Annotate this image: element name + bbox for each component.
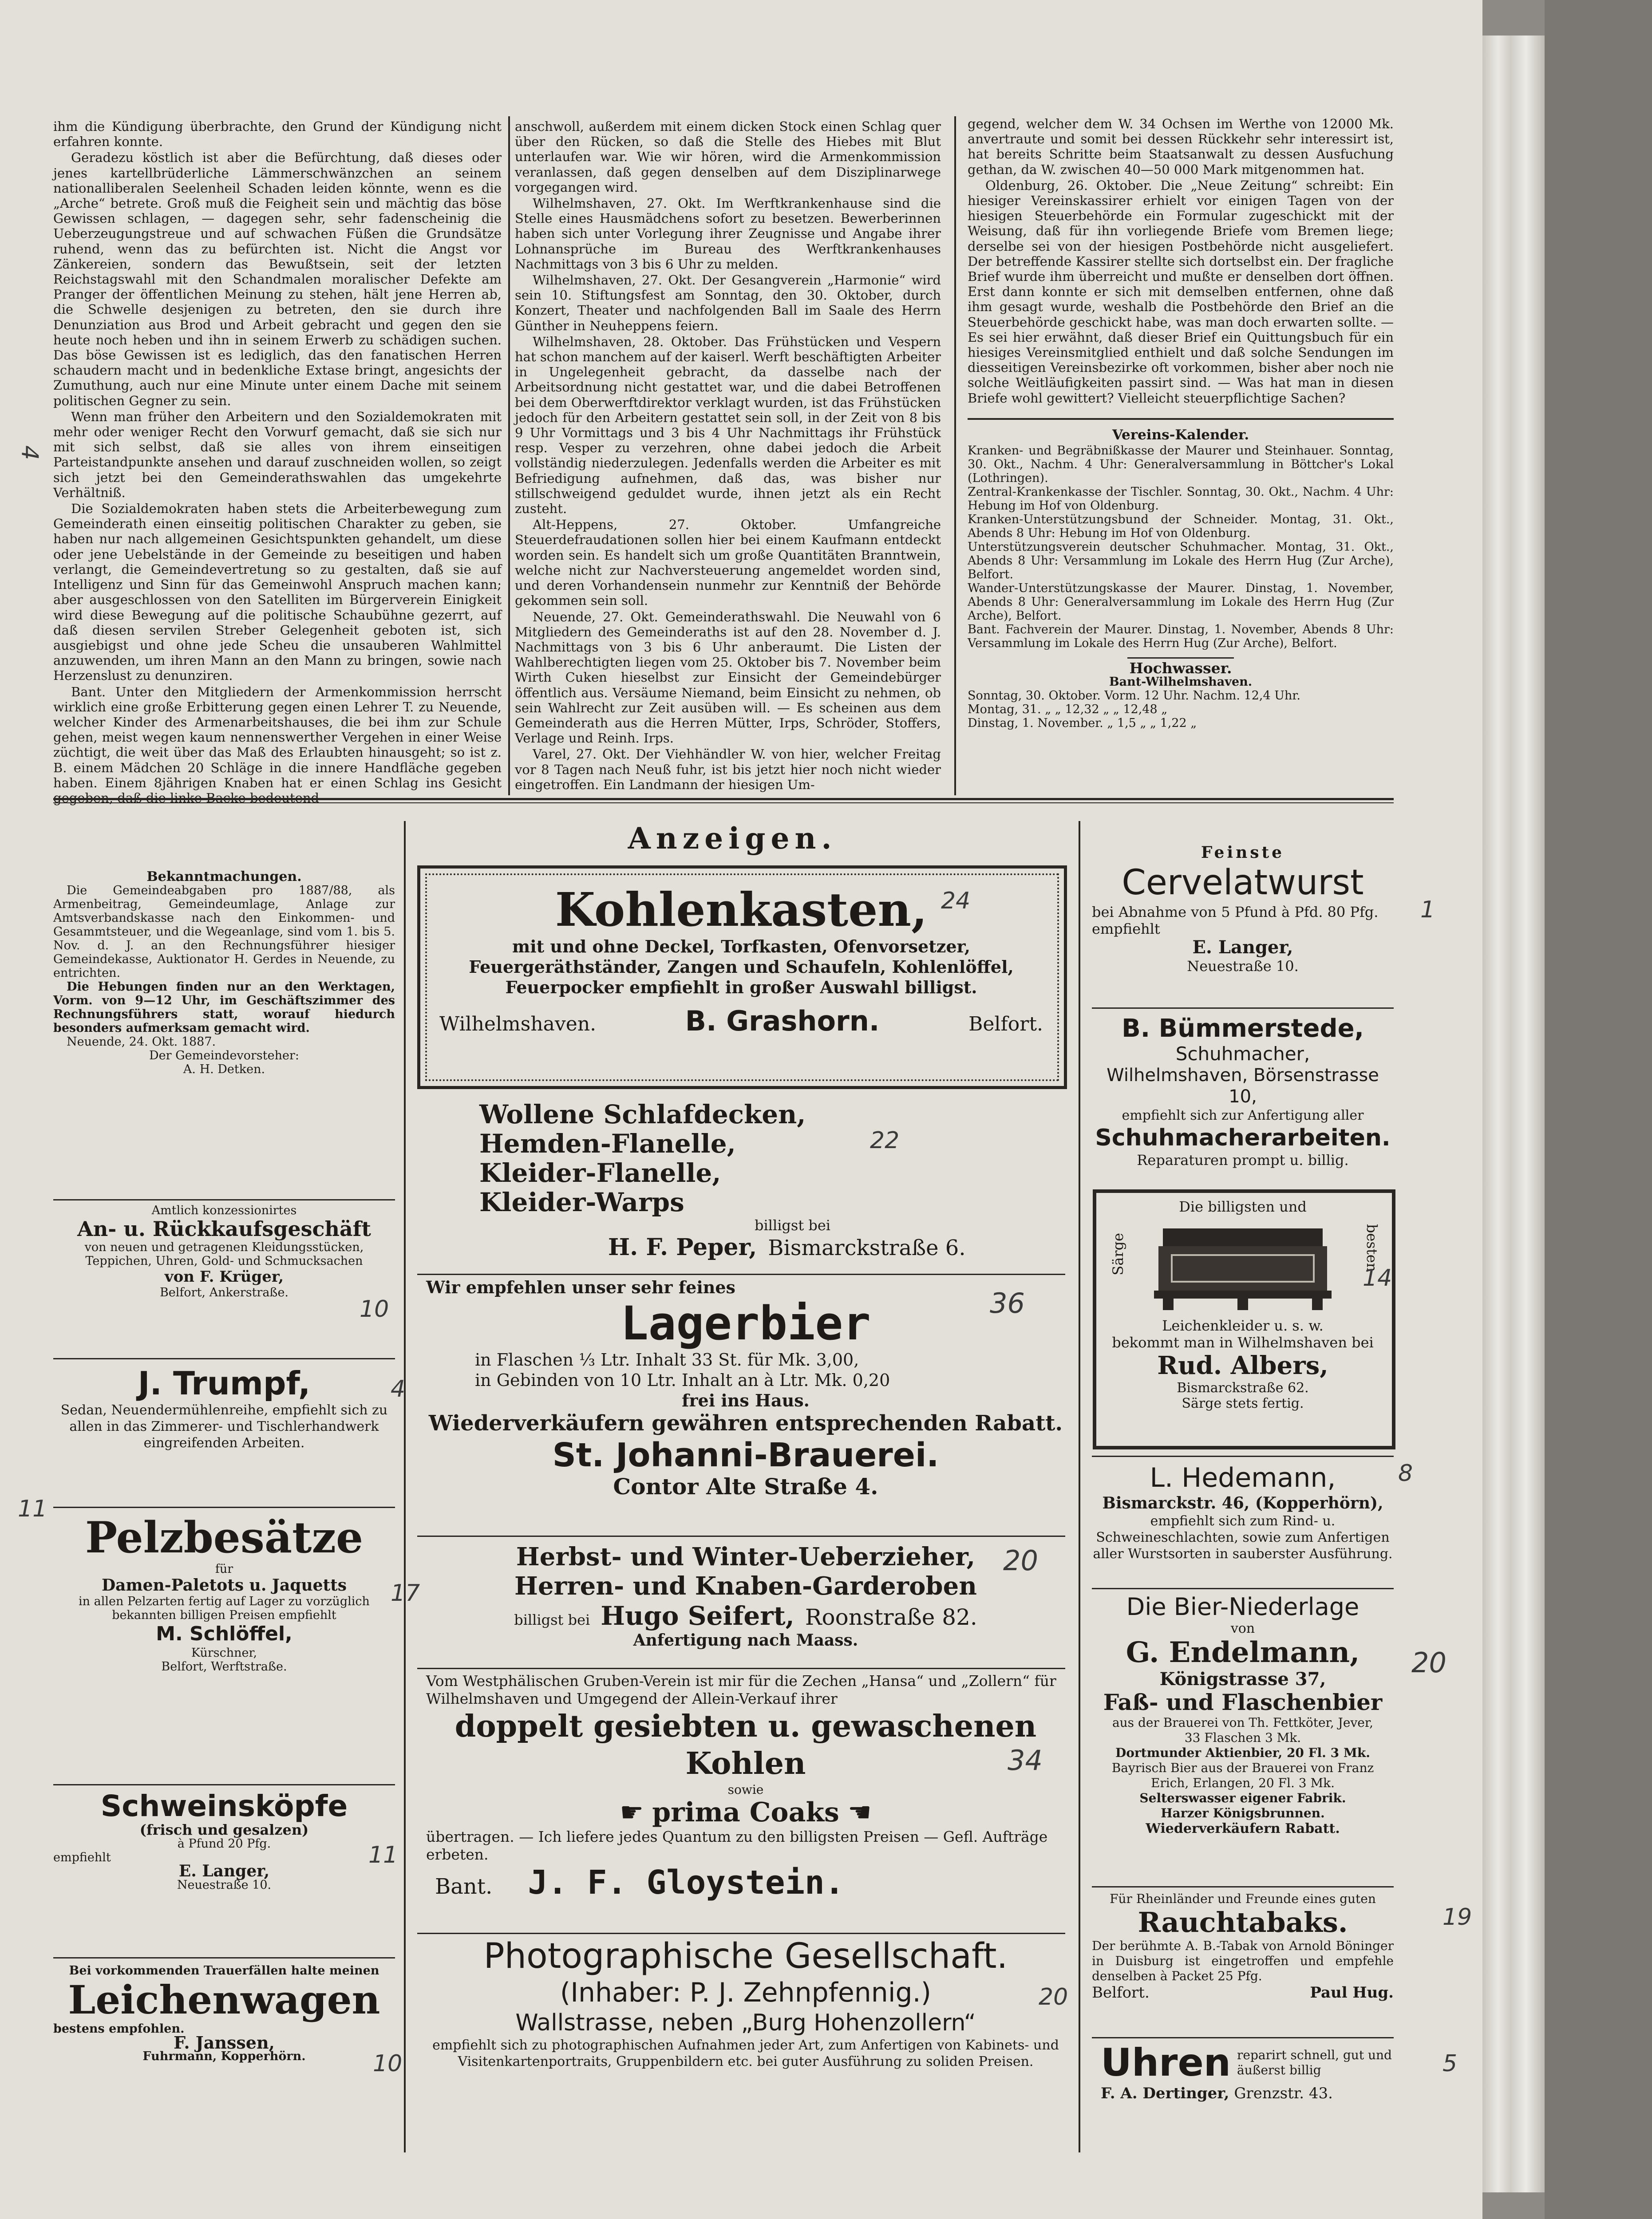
ad-text: Der berühmte A. B.-Tabak von Arnold Böninger in Duisburg ist eingetroffen und empfehle denselben à Packet 25 Pfg. (1092, 1939, 1394, 1983)
ad-title: Bekanntmachungen. (146, 869, 302, 884)
ad-place: Bant. (435, 1874, 493, 1899)
ad-title: Schuhmacherarbeiten. (1095, 1125, 1391, 1151)
ad-name: von F. Krüger, (164, 1268, 284, 1286)
kalender-entry: Unterstützungsverein deutscher Schuhmacher. Montag, 31. Okt., Abends 8 Uhr: Versammlung im Lokale des Herrn Hug (Zur Arche), Belfort. (968, 540, 1394, 581)
ad-separator (53, 1507, 395, 1508)
ad-text: von (1230, 1621, 1255, 1636)
ad-separator (53, 1199, 395, 1200)
article-paragraph: Wenn man früher den Arbeitern und den Sozialdemokraten mit mehr oder weniger Recht den Vorwurf gemacht, daß sie sich nur mit sich selbst, daß sie alles von ihrem einseitigen Parteistandpunkte ansehen und darauf zuschneiden wollen, so zeigt sich jetzt bei den Gemeinderathswahlen das umgekehrte Verhältniß. (53, 409, 502, 500)
ad-header-row (1101, 2041, 1394, 2084)
ad-line: Herbst- und Winter-Ueberzieher, (516, 1542, 976, 1571)
ad-text: billigst bei (514, 1611, 590, 1628)
article-paragraph: Varel, 27. Okt. Der Viehhändler W. von hier, welcher Freitag vor 8 Tagen nach Neuß fuhr, ist bis jetzt hier noch nicht wieder eingetroffen. Ein Landmann der hiesigen Um- (515, 746, 941, 792)
ad-name: B. Grashorn. (685, 1005, 880, 1037)
ad-separator (417, 1933, 1065, 1934)
pencil-annotation: 11 (368, 1842, 398, 1868)
ad-address: Neuestraße 10. (177, 1878, 272, 1892)
vereins-kalender-title: Vereins-Kalender. (1112, 427, 1249, 443)
ad-name: Paul Hug. (1310, 1984, 1394, 2002)
ad-title: Rauchtabaks. (1138, 1906, 1348, 1939)
ad-title: Schweinsköpfe (100, 1789, 348, 1823)
ad-text: bestens empfohlen. (53, 2022, 185, 2036)
page-stack-edge (1482, 36, 1545, 2192)
ad-seifert (426, 1542, 1065, 1650)
ad-role: Kürschner, (191, 1646, 257, 1660)
ad-buemmerstede (1092, 1014, 1394, 1169)
kalender-entry: Bant. Fachverein der Maurer. Dinstag, 1. November, Abends 8 Uhr: Versammlung im Lokale des Herrn Hug (Zur Arche), Belfort. (968, 623, 1394, 650)
section-rule (968, 418, 1394, 420)
article-paragraph: ihm die Kündigung überbrachte, den Grund der Kündigung nicht erfahren konnte. (53, 119, 502, 150)
ad-gloystein (426, 1672, 1065, 1902)
ad-address: Belfort, Werftstraße. (161, 1660, 287, 1674)
pencil-annotation: 4 (16, 445, 43, 460)
ad-address: Bismarckstr. 46, (Kopperhörn), (1102, 1494, 1383, 1512)
ad-note: Anfertigung nach Maass. (633, 1631, 858, 1650)
ad-text: in allen Pelzarten fertig auf Lager zu vorzüglich bekannten billigen Preisen empfiehlt (79, 1595, 370, 1622)
ad-title: Pelzbesätze (85, 1512, 364, 1563)
ad-location: Belfort. (968, 1013, 1043, 1035)
ad-subtitle: Faß- und Flaschenbier (1103, 1689, 1383, 1715)
article-paragraph: Oldenburg, 26. Oktober. Die „Neue Zeitung“ schreibt: Ein hiesiger Vereinskassirer erhielt vor einigen Tagen von der hiesigen Steuerbehörde ein Formular zugeschickt mit der Weisung, daß für ihn vorliegende Briefe vom Bremen liege; derselbe sei von der hiesigen Postbehörde nicht ausgeliefert. Der betreffende Kassirer stellte sich dortselbst ein. Der fragliche Brief wurde ihm überreicht und mußte er denselben dort öffnen. Erst dann konnte er sich mit demselben entfernen, ohne daß ihm gesagt wurde, weshalb die Postbehörde den Brief an die Steuerbehörde geschickt habe, was man doch erwarten sollte. — Es sei hier erwähnt, daß dieser Brief ein Quittungsbuch für ein hiesiges Vereinsmitglied enthielt und daß solche Sendungen im diesseitigen Vereinsbezirke oft vorkommen, bisher aber noch nie solche Weitläufigkeiten passirt sind. — Was hat man in diesen Briefe wohl gewittert? Vielleicht steuerpflichtige Sachen? (968, 178, 1394, 406)
ad-text: von neuen und getragenen Kleidungsstücken, Teppichen, Uhren, Gold- und Schmucksachen (84, 1240, 364, 1268)
ad-label-left: Särge (1110, 1233, 1126, 1275)
ad-footer (439, 1005, 1043, 1037)
ad-name: E. Langer, (1192, 937, 1293, 958)
hochwasser-row: Montag, 31. „ „ 12,32 „ „ 12,48 „ (968, 703, 1168, 716)
ad-text: empfiehlt sich zu photographischen Aufnahmen jeder Art, zum Anfertigen von Kabinets- und Visitenkartenportraits, Gruppenbildern etc. bei guter Ausführung zu soliden Preisen. (432, 2037, 1059, 2069)
ad-line: Selterswasser eigener Fabrik. (1139, 1791, 1346, 1805)
article-paragraph: Wilhelmshaven, 27. Okt. Im Werftkrankenhause sind die Stelle eines Hausmädchens sofort zu besetzen. Bewerberinnen haben sich unter Vorlegung ihrer Zeugnisse und Angabe ihrer Lohnansprüche im Bureau des Werftkrankenhauses Nachmittags von 3 bis 6 Uhr zu melden. (515, 196, 941, 272)
ad-address: Roonstraße 82. (805, 1604, 977, 1630)
ad-line: Wiederverkäufern Rabatt. (1146, 1821, 1340, 1836)
ad-name: Hugo Seifert, (601, 1601, 794, 1631)
ad-title: Lagerbier (620, 1296, 871, 1350)
ad-name: Rud. Albers, (1157, 1351, 1328, 1380)
ad-address: Wallstrasse, neben „Burg Hohenzollern“ (515, 2010, 976, 2036)
ad-price-line: in Gebinden von 10 Ltr. Inhalt an à Ltr. Mk. 0,20 (475, 1370, 890, 1390)
ad-text: empfiehlt (53, 1851, 111, 1864)
ad-text: Wiederverkäufern gewähren entsprechenden Rabatt. (428, 1411, 1063, 1436)
ad-text: mit und ohne Deckel, Torfkasten, Ofenvorsetzer, Feuergeräthständer, Zangen und Schaufeln, Kohlenlöffel, Feuerpocker empfiehlt in großer Auswahl billigst. (469, 936, 1014, 997)
article-paragraph: anschwoll, außerdem mit einem dicken Stock einen Schlag quer über den Rücken, so daß die Stelle des Hiebes mit Blut unterlaufen war. Wie wir hören, wird die Armenkommission veranlassen, daß gegen denselben auf dem Disziplinarwege vorgegangen wird. (515, 119, 941, 195)
pencil-annotation: 22 (870, 1127, 900, 1154)
ad-pretext: Die billigsten und (1179, 1198, 1307, 1215)
article-paragraph: Wilhelmshaven, 27. Okt. Der Gesangverein „Harmonie“ wird sein 10. Stiftungsfest am Sonntag, den 30. Oktober, durch Konzert, Theater und nachfolgenden Ball im Saale des Herrn Günther in Neuheppens feiern. (515, 272, 941, 333)
news-column-2 (515, 119, 941, 793)
article-paragraph: gegend, welcher dem W. 34 Ochsen im Werthe von 12000 Mk. anvertraute und somit bei dessen Rückkehr sehr interessirt ist, hat bereits Schritte beim Staatsanwalt zu dessen Ausfuchung gethan, da W. zwischen 40—50 000 Mark mitgenommen hat. (968, 116, 1394, 177)
ad-title: Photographische Gesellschaft. (483, 1936, 1008, 1976)
ads-column-rule (1079, 821, 1080, 2152)
ad-name: F. A. Dertinger, (1101, 2085, 1229, 2102)
ad-separator (53, 1784, 395, 1785)
news-bottom-rule (53, 798, 1394, 800)
pencil-annotation: 14 (1363, 1265, 1392, 1291)
ad-text: reparirt schnell, gut und äußerst billig (1237, 2048, 1392, 2077)
ad-separator (417, 1668, 1065, 1669)
pencil-annotation: 19 (1443, 1904, 1472, 1931)
ad-name: J. Trumpf, (138, 1365, 311, 1402)
ad-line: Harzer Königsbrunnen. (1161, 1806, 1325, 1820)
scanner-background (1545, 0, 1652, 2219)
ad-text: für (215, 1562, 233, 1576)
pencil-annotation: 20 (1039, 1984, 1068, 2010)
pencil-annotation: 5 (1443, 2050, 1458, 2077)
kalender-entry: Kranken- und Begräbnißkasse der Maurer und Steinhauer. Sonntag, 30. Okt., Nachm. 4 Uhr: Generalversammlung in Böttcher's Lokal (Lothringen). (968, 444, 1394, 485)
ad-subtitle: (frisch und gesalzen) (139, 1821, 309, 1838)
ad-price: à Pfund 20 Pfg. (177, 1837, 271, 1851)
ad-pretext: Feinste (1201, 843, 1285, 862)
ad-name: St. Johanni-Brauerei. (552, 1436, 939, 1474)
pencil-annotation: 20 (1411, 1646, 1446, 1679)
ad-separator (1092, 1588, 1394, 1589)
ad-name: J. F. Gloystein. (528, 1864, 845, 1902)
hochwasser-row: Sonntag, 30. Oktober. Vorm. 12 Uhr. Nachm. 12,4 Uhr. (968, 689, 1300, 703)
ad-separator (1092, 1007, 1394, 1009)
short-rule (1127, 657, 1234, 659)
vereins-kalender (968, 428, 1394, 730)
ad-name: B. Bümmerstede, (1122, 1014, 1364, 1043)
ad-separator (53, 1957, 395, 1958)
ad-schweinskoepfe (53, 1789, 395, 1892)
ad-address: Bismarckstraße 6. (768, 1236, 966, 1260)
ad-text: empfiehlt sich zur Anfertigung aller (1122, 1108, 1364, 1123)
ad-separator (1092, 2037, 1394, 2038)
ad-photographische-gesellschaft (426, 1936, 1065, 2070)
ad-text: Leichenkleider u. s. w. (1162, 1317, 1324, 1334)
ad-line: Wollene Schlafdecken, (479, 1099, 806, 1129)
pencil-annotation: 36 (990, 1287, 1025, 1319)
kalender-entry: Kranken-Unterstützungsbund der Schneider. Montag, 31. Okt., Abends 8 Uhr: Hebung im Hof von Oldenburg. (968, 513, 1394, 540)
ad-address: Königstrasse 37, (1159, 1669, 1326, 1690)
ad-dertinger (1101, 2041, 1394, 2103)
ad-address: Neuestraße 10. (1187, 958, 1299, 975)
pencil-annotation: 24 (941, 888, 971, 914)
ad-separator (417, 1274, 1065, 1275)
ad-address: Contor Alte Straße 4. (613, 1473, 878, 1500)
ad-trumpf (53, 1365, 395, 1451)
ad-subtitle: Damen-Paletots u. Jaquetts (101, 1576, 347, 1595)
ad-line: 33 Flaschen 3 Mk. (1184, 1730, 1301, 1745)
ad-text-bold: Die Hebungen finden nur an den Werktagen, Vorm. von 9—12 Uhr, im Geschäftszimmer des Rechnungsführers statt, worauf hiedurch besonders aufmerksam gemacht wird. (53, 980, 395, 1035)
ad-text: Die Gemeindeabgaben pro 1887/88, als Armenbeitrag, Gemeindeumlage, Anlage zur Amtsverbandskasse nach den Einkommen- und Gesammtsteuer, und die Wegeanlage, sind vom 1. bis 5. Nov. d. J. an den Rechnungsführer hiesiger Gemeindekasse, Auktionator H. Gerdes in Neuende, zu entrichten. (53, 884, 395, 980)
ad-address: Grenzstr. 43. (1234, 2085, 1333, 2102)
article-paragraph: Geradezu köstlich ist aber die Befürchtung, daß dieses oder jenes kartellbrüderliche Lämmerschwänzchen an seinem nationalliberalen Seelenheil Schaden leiden könnte, wenn es die „Arche“ betrete. Groß muß die Feigheit sein und mächtig das böse Gewissen schlagen, — dagegen sehr, sehr fadenscheinig die Ueberzeugungstreue und auf schwachen Füßen die Grundsätze ruhend, wenn das zu befürchten ist. Nicht die Angst vor Zänkereien, sondern das Bewußtsein, seit der letzten Reichstagswahl mit den Schandmalen moralischer Defekte am Pranger der öffentlichen Meinung zu stehen, hält jene Herren ab, die Schwelle desjenigen zu betreten, den sie durch ihre Denunziation aus Brod und Arbeit gebracht und gegen den sie heute noch heben und ihn in seinem Erwerb zu schädigen suchen. Das böse Gewissen ist es lediglich, das den fanatischen Herren schaudern macht und in bedenkliche Extase bringt, angesichts der Zumuthung, auch nur eine Minute unter einem Dache mit seinem politischen Gegner zu sein. (53, 150, 502, 408)
ad-text: bekommt man in Wilhelmshaven bei (1112, 1334, 1374, 1351)
pencil-annotation: 17 (391, 1580, 420, 1607)
ad-johanni-brauerei (426, 1277, 1065, 1499)
ad-coaks-row (426, 1797, 1065, 1828)
ad-name: F. Janssen, (174, 2033, 275, 2053)
ad-address: Wilhelmshaven, Börsenstrasse 10, (1107, 1065, 1379, 1107)
pencil-annotation: 4 (391, 1376, 406, 1402)
pencil-annotation: 10 (373, 2050, 403, 2077)
ad-text: sowie (727, 1782, 764, 1797)
ad-text: bei Abnahme von 5 Pfund à Pfd. 80 Pfg. empfiehlt (1092, 904, 1379, 937)
ad-name: M. Schlöffel, (156, 1623, 292, 1645)
ad-albers (1101, 1198, 1385, 1411)
ad-line: Kleider-Warps (479, 1187, 684, 1217)
pencil-annotation: 20 (1003, 1544, 1038, 1577)
ad-cervelatwurst (1092, 843, 1394, 975)
ad-title: An- u. Rückkaufsgeschäft (77, 1217, 371, 1241)
ad-text: Vom Westphälischen Gruben-Verein ist mir für die Zechen „Hansa“ und „Zollern“ für Wilhelmshaven und Umgegend der Allein-Verkauf ihrer (426, 1672, 1056, 1707)
ad-pretext: Wir empfehlen unser sehr feines (426, 1277, 735, 1297)
pencil-annotation: 10 (360, 1296, 389, 1323)
ad-bekanntmachungen (53, 870, 395, 1076)
ad-pretext: Amtlich konzessionirtes (151, 1204, 297, 1217)
ad-line: Kleider-Flanelle, (479, 1158, 721, 1188)
ad-address: Belfort, Ankerstraße. (159, 1286, 289, 1299)
ad-line: Dortmunder Aktienbier, 20 Fl. 3 Mk. (1115, 1745, 1371, 1760)
ad-address: Bismarckstraße 62. (1177, 1380, 1309, 1396)
ad-place: Belfort. (1092, 1984, 1150, 2002)
ad-place: Wilhelmshaven. (439, 1013, 597, 1035)
ad-separator (417, 1536, 1065, 1537)
ad-text: billigst bei (755, 1217, 831, 1234)
ad-label-right: besten (1363, 1224, 1380, 1272)
ad-pretext: Für Rheinländer und Freunde eines guten (1110, 1891, 1376, 1906)
ad-footer (426, 1601, 1065, 1631)
pointing-hand-right-icon: ☛ (847, 1797, 872, 1828)
ad-price-line: in Flaschen ⅓ Ltr. Inhalt 33 St. für Mk. 3,00, (475, 1350, 859, 1370)
ad-text: Reparaturen prompt u. billig. (1137, 1152, 1349, 1169)
ad-footer (426, 1864, 1065, 1902)
ad-date: Neuende, 24. Okt. 1887. (67, 1035, 216, 1049)
ad-footer (608, 1234, 1056, 1261)
ad-separator (1092, 1456, 1394, 1457)
ad-separator (53, 1358, 395, 1359)
coffin-icon (1145, 1220, 1340, 1313)
ad-footer (1101, 2084, 1394, 2103)
article-paragraph: Alt-Heppens, 27. Oktober. Umfangreiche Steuerdefraudationen sollen hier bei einem Kaufmann entdeckt worden sein. Es handelt sich um große Quantitäten Branntwein, welche nicht zur Nachversteuerung angemeldet worden sind, und deren Vorhandensein nunmehr zur Kenntniß der Behörde gekommen sein soll. (515, 517, 941, 608)
ad-role: Schuhmacher, (1175, 1043, 1310, 1065)
ad-line: Bayrisch Bier aus der Brauerei von Franz Erich, Erlangen, 20 Fl. 3 Mk. (1111, 1761, 1374, 1790)
column-rule (508, 116, 510, 795)
ad-role: Fuhrmann, Kopperhörn. (142, 2049, 306, 2063)
ad-text: empfiehlt sich zum Rind- u. Schweineschlachten, sowie zum Anfertigen aller Wurstsorten in sauberster Ausführung. (1093, 1513, 1393, 1562)
anzeigen-heading: Anzeigen. (628, 821, 837, 856)
ad-subtitle: prima Coaks (652, 1797, 839, 1828)
ad-text: Särge stets fertig. (1182, 1396, 1304, 1411)
ad-text: frei ins Haus. (682, 1390, 810, 1410)
hochwasser-subtitle: Bant-Wilhelmshaven. (1109, 675, 1253, 689)
ad-krueger (53, 1204, 395, 1299)
news-column-1 (53, 119, 502, 806)
article-paragraph: Wilhelmshaven, 28. Oktober. Das Frühstücken und Vespern hat schon manchem auf der kaiserl. Werft beschäftigten Arbeiter in Ungelegenheit gebracht, da dasselbe nach der Arbeitsordnung nicht gestattet war, und die dabei Betroffenen bei dem Oberwerftdirektor verklagt wurden, ist das Frühstücken jedoch für den Arbeitern gestattet sein soll, in der Zeit von 8 bis 9 Uhr Vormittags und 3 bis 4 Uhr Nachmittags ihr Frühstück resp. Vesper zu verzehren, ohne dabei jedoch die Arbeit vollständig niederzulegen. Jedenfalls werden die Arbeiter es mit Befriedigung aufnehmen, daß das, was bisher nur stillschweigend geduldet wurde, ihnen jetzt als ein Recht zusteht. (515, 334, 941, 517)
ad-hug-tabak (1092, 1891, 1394, 2002)
ad-text: übertragen. — Ich liefere jedes Quantum zu den billigsten Preisen — Gefl. Aufträge erbeten. (426, 1828, 1048, 1863)
ad-title: Uhren (1101, 2041, 1231, 2085)
ad-separator (1092, 1886, 1394, 1887)
article-paragraph: Bant. Unter den Mitgliedern der Armenkommission herrscht wirklich eine große Erbitterung gegen einen Lehrer T. zu Neuende, welcher Kinder des Armenarbeitshauses, die bei ihm zur Schule gehen, meist wegen kaum nennenswerther Vergehen in einer Weise züchtigt, die weit über das Maß des Erlaubten hinausgeht; so ist z. B. einem Mädchen 20 Schläge in die innere Handfläche gegeben haben. Einem 8jährigen Knaben hat er einen Schlag ins Gesicht (53, 684, 502, 790)
ad-hedemann (1092, 1462, 1394, 1562)
ad-title: Kohlenkasten, (555, 882, 928, 937)
ad-endelmann (1092, 1593, 1394, 1837)
ad-owner: (Inhaber: P. J. Zehnpfennig.) (560, 1977, 932, 2008)
ad-pretext: Bei vorkommenden Trauerfällen halte meinen (69, 1964, 379, 1978)
pencil-annotation: 11 (18, 1496, 47, 1522)
ad-name: G. Endelmann, (1126, 1636, 1360, 1669)
ad-title: doppelt gesiebten u. gewaschenen Kohlen (454, 1709, 1037, 1781)
ad-line: Herren- und Knaben-Garderoben (514, 1571, 977, 1601)
ad-janssen (53, 1964, 395, 2063)
pencil-annotation: 8 (1398, 1460, 1413, 1487)
ad-peper (479, 1100, 1056, 1261)
ad-line: aus der Brauerei von Th. Fettköter, Jever, (1112, 1715, 1374, 1730)
ad-schloeffel (53, 1513, 395, 1674)
ad-name: E. Langer, (178, 1862, 270, 1880)
article-paragraph: Neuende, 27. Okt. Gemeinderathswahl. Die Neuwahl von 6 Mitgliedern des Gemeinderaths ist auf den 28. November d. J. Nachmittags von 3 bis 6 Uhr anberaumt. Die Listen der Wahlberechtigten liegen vom 25. Oktober bis 7. November beim Wirth Cuken hieselbst zur Einsicht der Gemeindebürger öffentlich aus. Versäume Niemand, beim Einsicht zu nehmen, ob sein Wahlrecht zur Zeit ausüben will. — Es scheinen aus dem Gemeinderath aus die Herren Mütter, Irps, Schröder, Stoffers, Verlage und Reinh. Irps. (515, 609, 941, 746)
ad-name: L. Hedemann, (1150, 1462, 1336, 1493)
ad-text: Sedan, Neuendermühlenreihe, empfiehlt sich zu allen in das Zimmerer- und Tischlerhandwerk eingreifenden Arbeiten. (60, 1402, 388, 1451)
ad-title: Die Bier-Niederlage (1126, 1593, 1360, 1621)
pencil-annotation: 34 (1008, 1744, 1043, 1777)
ad-name: H. F. Peper, (608, 1234, 757, 1261)
coffin-illustration-row (1101, 1215, 1385, 1317)
pointing-hand-left-icon: ☛ (620, 1797, 644, 1828)
hochwasser-title: Hochwasser. (1129, 659, 1232, 677)
article-paragraph: Die Sozialdemokraten haben stets die Arbeiterbewegung zum Gemeinderath einen einseitig politischen Charakter zu geben, sie haben nur nach allgemeinen Gesichtspunkten gehandelt, um diese oder jene Uebelstände in der Gemeinde zu beseitigen und haben verlangt, die Gemeindevertretung so zu gestalten, daß sie auf Intelligenz und Sinn für das Gemeinwohl Anspruch machen kann; aber ausgeschlossen von den Satelliten im Bürgerverein Einigkeit wird diese Bewegung auf die politische Schaubühne gezerrt, auf daß diesen servilen Streber Gelegenheit geboten ist, sich ausgiebigst und ohne jede Scheu die unsauberen Wahlmittel anzuwenden, um ihren Mann an den Mann zu bringen, sowie nach Herzenslust zu denunziren. (53, 501, 502, 683)
ads-column-rule (404, 821, 406, 2152)
column-rule (954, 116, 956, 795)
news-bottom-rule-2 (53, 802, 1394, 803)
ad-footer (1092, 1984, 1394, 2002)
kalender-entry: Zentral-Krankenkasse der Tischler. Sonntag, 30. Okt., Nachm. 4 Uhr: Hebung im Hof von Oldenburg. (968, 485, 1394, 513)
news-column-3 (968, 116, 1394, 407)
ad-signature-name: A. H. Detken. (183, 1062, 265, 1076)
hochwasser-row: Dinstag, 1. November. „ 1,5 „ „ 1,22 „ (968, 716, 1197, 730)
kalender-entry: Wander-Unterstützungskasse der Maurer. Dinstag, 1. November, Abends 8 Uhr: Generalversammlung im Lokale des Herrn Hug (Zur Arche), Belfort. (968, 581, 1394, 623)
ad-title: Leichenwagen (68, 1977, 380, 2023)
ad-signature-role: Der Gemeindevorsteher: (149, 1049, 299, 1062)
ad-title: Cervelatwurst (1122, 863, 1364, 903)
ad-line: Hemden-Flanelle, (479, 1129, 736, 1159)
pencil-annotation: 1 (1420, 896, 1435, 923)
